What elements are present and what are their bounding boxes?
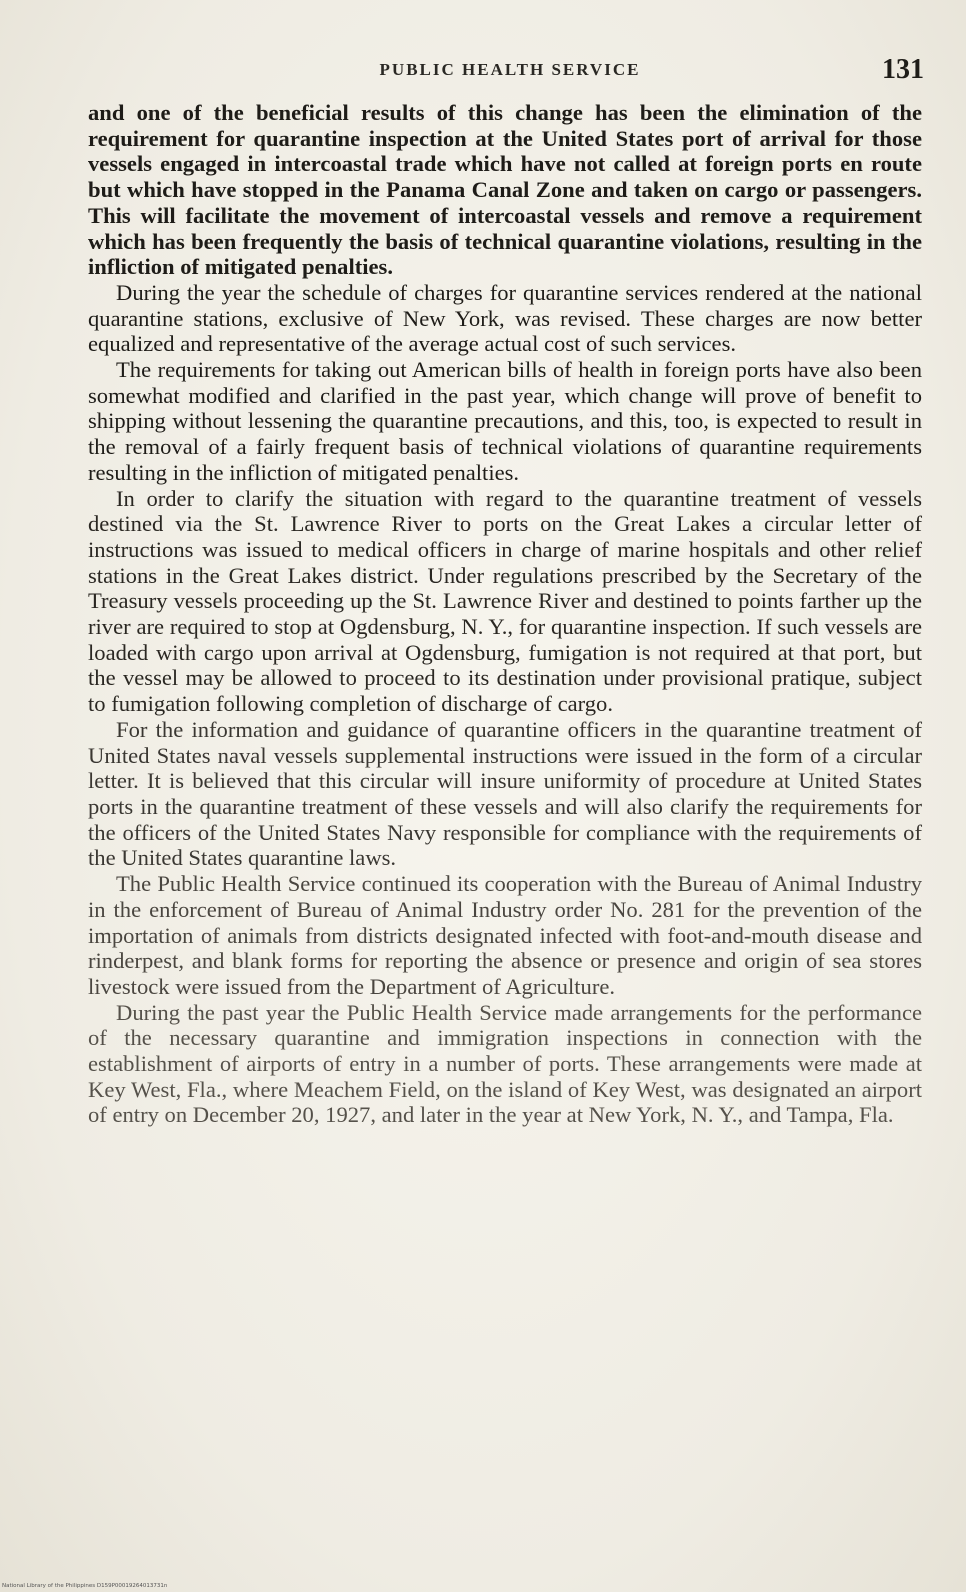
paragraph-intercoastal-trade: and one of the beneficial results of this change has been the elimination of the requirement for quarantine inspection at the United States port of arrival for those vessels engaged in intercoastal trade which have not called at foreign ports en route but which have stopped in the Panama Canal Zone and taken on cargo or passengers. This will facilitate the movement of intercoastal vessels and remove a requirement which has been frequently the basis of technical quarantine violations, resulting in the infliction of mitigated penalties. <box>88 100 922 280</box>
paragraph-airports-of-entry: During the past year the Public Health Service made arrangements for the performance of the necessary quarantine and immigration inspections in connection with the establishment of airports of entry in a number of ports. These arrangements were made at Key West, Fla., where Meachem Field, on the island of Key West, was designated an airport of entry on December 20, 1927, and later in the year at New York, N. Y., and Tampa, Fla. <box>88 999 922 1128</box>
body-text <box>88 100 922 1128</box>
scan-credit: National Library of the Philippines D159P00019264013731n <box>2 1583 168 1589</box>
paragraph-schedule-of-charges: During the year the schedule of charges for quarantine services rendered at the national quarantine stations, exclusive of New York, was revised. These charges are now better equalized and representative of the average actual cost of such services. <box>88 279 922 357</box>
page-number: 131 <box>882 54 924 85</box>
paragraph-bills-of-health: The requirements for taking out American bills of health in foreign ports have also been somewhat modified and clarified in the past year, which change will prove of benefit to shipping without lessening the quarantine precautions, and this, too, is expected to result in the removal of a fairly frequent basis of technical violations of quarantine requirements resulting in the infliction of mitigated penalties. <box>88 357 922 485</box>
running-title: PUBLIC HEALTH SERVICE <box>379 60 641 79</box>
paragraph-st-lawrence-river: In order to clarify the situation with regard to the quarantine treatment of vessels destined via the St. Lawrence River to ports on the Great Lakes a circular letter of instructions was issued to medical officers in charge of marine hospitals and other relief stations in the Great Lakes district. Under regulations prescribed by the Secretary of the Treasury vessels proceeding up the St. Lawrence River and destined to points farther up the river are required to stop at Ogdensburg, N. Y., for quarantine inspection. If such vessels are loaded with cargo upon arrival at Ogdensburg, fumigation is not required at that port, but the vessel may be allowed to proceed to its destination under provisional pratique, subject to fumigation following completion of discharge of cargo. <box>88 485 922 717</box>
paragraph-naval-vessels: For the information and guidance of quarantine officers in the quarantine treatment of United States naval vessels supplemental instructions were issued in the form of a circular letter. It is believed that this circular will insure uniformity of procedure at United States ports in the quarantine treatment of these vessels and will also clarify the requirements for the officers of the United States Navy responsible for compliance with the requirements of the United States quarantine laws. <box>88 716 922 871</box>
paragraph-bureau-of-animal-industry: The Public Health Service continued its cooperation with the Bureau of Animal Industry in the enforcement of Bureau of Animal Industry order No. 281 for the prevention of the importation of animals from districts designated infected with foot-and-mouth disease and rinderpest, and blank forms for reporting the absence or presence and origin of sea stores livestock were issued from the Department of Agriculture. <box>88 871 922 999</box>
running-head <box>90 54 930 90</box>
